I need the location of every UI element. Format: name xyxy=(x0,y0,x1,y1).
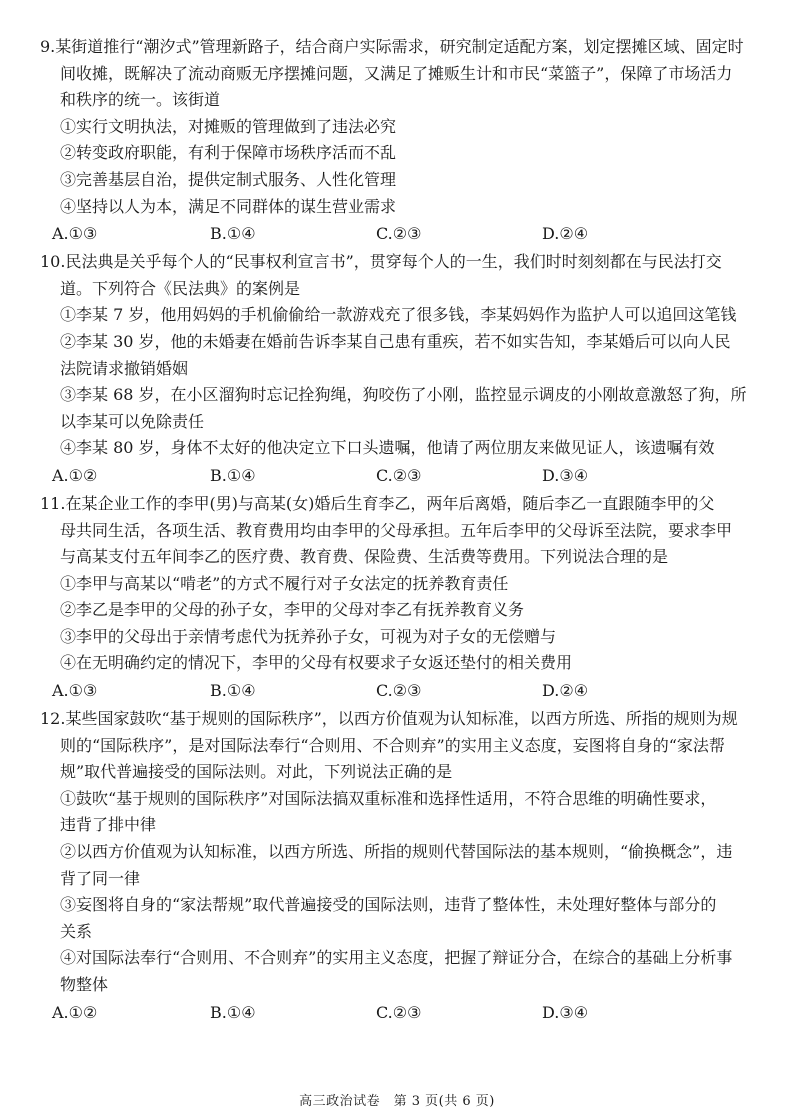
question-stem-line: 9.某街道推行“潮汐式”管理新路子，结合商户实际需求，研究制定适配方案，划定摆摊区域、固定时 xyxy=(40,37,744,56)
question-stem-line: 12.某些国家鼓吹“基于规则的国际秩序”，以西方价值观为认知标准，以西方所选、所指的规则为规 xyxy=(40,709,738,729)
answer-choices xyxy=(52,220,752,247)
option-statement-continued: 背了同一律 xyxy=(60,868,141,888)
choice-c[interactable]: C.②③ xyxy=(376,465,422,485)
option-statement-continued: 法院请求撤销婚姻 xyxy=(60,358,189,378)
choice-d[interactable]: D.③④ xyxy=(542,465,589,485)
option-statement: ①实行文明执法，对摊贩的管理做到了违法必究 xyxy=(60,116,397,136)
option-statement: ③李某 68 岁，在小区溜狗时忘记拴狗绳，狗咬伤了小刚，监控显示调皮的小刚故意激怒了狗，所 xyxy=(60,385,747,405)
question-stem-line: 道。下列符合《民法典》的案例是 xyxy=(60,278,301,298)
answer-choices xyxy=(52,999,752,1026)
choice-c[interactable]: C.②③ xyxy=(376,224,422,244)
option-statement-continued: 违背了排中律 xyxy=(60,815,157,835)
question-10 xyxy=(40,249,752,489)
option-statement: ②以西方价值观为认知标准，以西方所选、所指的规则代替国际法的基本规则，“偷换概念”，违 xyxy=(60,842,733,862)
option-statement: ①李甲与高某以“啃老”的方式不履行对子女法定的抚养教育责任 xyxy=(60,573,509,593)
question-stem-line: 10.民法典是关乎每个人的“民事权利宣言书”，贯穿每个人的一生，我们时时刻刻都在与民法打交 xyxy=(40,252,722,272)
choice-c[interactable]: C.②③ xyxy=(376,681,422,701)
option-statement: ③李甲的父母出于亲情考虑代为抚养孙子女，可视为对子女的无偿赠与 xyxy=(60,626,557,646)
choice-d[interactable]: D.②④ xyxy=(542,224,589,244)
answer-choices xyxy=(52,677,752,704)
option-statement-continued: 物整体 xyxy=(60,975,109,994)
question-stem-line: 则的“国际秩序”，是对国际法奉行“合则用、不合则弃”的实用主义态度，妄图将自身的“家法帮 xyxy=(60,735,725,755)
choice-a[interactable]: A.①③ xyxy=(52,224,98,244)
choice-d[interactable]: D.②④ xyxy=(542,681,589,701)
choice-b[interactable]: B.①④ xyxy=(210,1002,256,1022)
option-statement: ①李某 7 岁，他用妈妈的手机偷偷给一款游戏充了很多钱，李某妈妈作为监护人可以追回这笔钱 xyxy=(60,305,737,325)
choice-d[interactable]: D.③④ xyxy=(542,1002,589,1022)
question-11 xyxy=(40,491,752,704)
question-9 xyxy=(40,34,752,247)
answer-choices xyxy=(52,462,752,489)
option-statement: ①鼓吹“基于规则的国际秩序”对国际法搞双重标准和选择性适用，不符合思维的明确性要求， xyxy=(60,788,717,808)
choice-b[interactable]: B.①④ xyxy=(210,681,256,701)
option-statement-continued: 以李某可以免除责任 xyxy=(60,411,205,431)
question-stem-line: 和秩序的统一。该街道 xyxy=(60,90,221,110)
choice-c[interactable]: C.②③ xyxy=(376,1002,422,1022)
question-stem-line: 11.在某企业工作的李甲(男)与高某(女)婚后生育李乙，两年后离婚，随后李乙一直跟随李甲的父 xyxy=(40,493,715,513)
option-statement: ③完善基层自治，提供定制式服务、人性化管理 xyxy=(60,169,397,189)
choice-a[interactable]: A.①② xyxy=(52,1002,98,1022)
choice-b[interactable]: B.①④ xyxy=(210,224,256,244)
question-12 xyxy=(40,706,752,1026)
option-statement: ④在无明确约定的情况下，李甲的父母有权要求子女返还垫付的相关费用 xyxy=(60,653,573,673)
option-statement-continued: 关系 xyxy=(60,921,93,941)
question-stem-line: 间收摊，既解决了流动商贩无序摆摊问题，又满足了摊贩生计和市民“菜篮子”，保障了市场活力 xyxy=(60,63,733,83)
option-statement: ③妄图将自身的“家法帮规”取代普遍接受的国际法则，违背了整体性，未处理好整体与部分的 xyxy=(60,895,717,915)
question-stem-line: 规”取代普遍接受的国际法则。对此，下列说法正确的是 xyxy=(60,762,453,782)
question-stem-line: 与高某支付五年间李乙的医疗费、教育费、保险费、生活费等费用。下列说法合理的是 xyxy=(60,547,669,567)
option-statement: ②李某 30 岁，他的未婚妻在婚前告诉李某自己患有重疾，若不如实告知，李某婚后可以向人民 xyxy=(60,331,731,351)
option-statement: ④对国际法奉行“合则用、不合则弃”的实用主义态度，把握了辩证分合，在综合的基础上分析事 xyxy=(60,948,733,968)
option-statement: ②李乙是李甲的父母的孙子女，李甲的父母对李乙有抚养教育义务 xyxy=(60,600,525,620)
option-statement: ②转变政府职能，有利于保障市场秩序活而不乱 xyxy=(60,143,397,163)
choice-b[interactable]: B.①④ xyxy=(210,465,256,485)
page-footer: 高三政治试卷 第 3 页(共 6 页) xyxy=(299,1094,495,1109)
choice-a[interactable]: A.①③ xyxy=(52,681,98,701)
question-stem-line: 母共同生活，各项生活、教育费用均由李甲的父母承担。五年后李甲的父母诉至法院，要求李甲 xyxy=(60,520,733,540)
option-statement: ④坚持以人为本，满足不同群体的谋生营业需求 xyxy=(60,196,397,216)
option-statement: ④李某 80 岁，身体不太好的他决定立下口头遗嘱，他请了两位朋友来做见证人，该遗嘱有效 xyxy=(60,438,715,458)
choice-a[interactable]: A.①② xyxy=(52,465,98,485)
